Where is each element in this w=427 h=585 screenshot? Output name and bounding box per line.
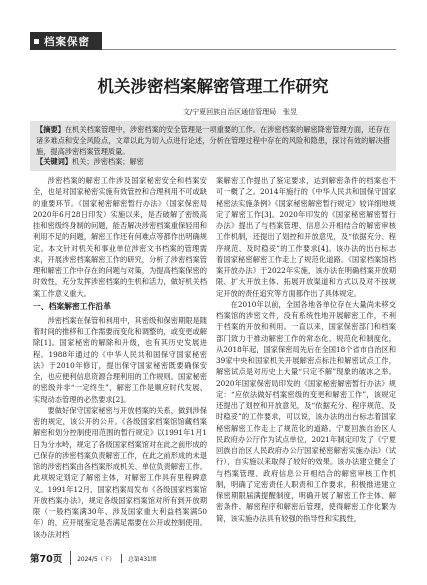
issue-total-number: 总第431期 — [128, 556, 157, 563]
body-paragraph-continued: 案解密工作提出了鉴定要求，达到解密条件的档案也不可一概了之。2014年施行的《中华人民共和国保守国家秘密法实施条例》《国家秘密解密暂行规定》较详细地规定了解密工作[3]。2020年印发的《国家秘密解密暂行办法》提出了与档案管理、信息公开相结合的解密审核工作机制，还提出了划控和开放意见，及“依据充分、程序规范、及时稳妥”的工作要求[4]。该办法的出台标志着国家秘密解密工作走上了规范化道路。《国家档案馆档案开放办法》于2022年实施，该办法在明确档案开放期限、扩大开放主体、拓展开放渠道和方式以及对不按规定开放的责任追究等方面都作出了具体规定。 — [216, 176, 396, 298]
right-column — [216, 175, 396, 545]
section-tag — [30, 32, 102, 50]
issue-date: 2024/5（下） — [71, 554, 122, 563]
article-title: 机关涉密档案解密管理工作研究 — [97, 77, 329, 96]
keywords-label: 【关键词】 — [36, 157, 72, 167]
page-footer — [30, 551, 163, 565]
intro-paragraph: 涉密档案的解密工作涉及国家秘密安全和档案安全，也是对国家秘密实施有效管控和合理利用不可或缺的重要环节。《国家秘密解密暂行办法》（国家保密局2020年6月28日印发）实施以来，是否破解了密级高挂和密级终身制的问题，能否解决涉密档案重保轻用和利用不足的问题，解密工作还有何难点等都作出明确规定。本文针对机关和事业单位涉密文书档案的管理需求，开展涉密档案解密工作的研究，分析了涉密档案管理和解密工作中存在的问题与对策，为提高档案保密的时效性，充分发挥涉密档案的生机和活力，做好机关档案工作意义重大。 — [33, 176, 207, 298]
square-bullet-icon — [34, 39, 39, 44]
abstract — [36, 125, 390, 157]
abstract-text: 在机关档案管理中，涉密档案的安全管理是一项重要的工作。在涉密档案的解密降密管理方面，还存在诸多难点和安全风险点，文章以此为切入点进行论述，分析在管理过程中存在的风险和隐患，探讨有效的解决措施，提高涉密档案管理质量。 — [36, 125, 390, 156]
abstract-label: 【摘要】 — [36, 125, 65, 134]
body-paragraph: 要做好保守国家秘密与开放档案的关系，做到涉保密的规定，该公开的公开。《各级国家档案馆馆藏档案解密和划分控制使用范围的暂行规定》以1991年1月1日为分水岭，规定了各级国家档案馆对在此之前形成的已保存的涉密档案负责解密工作，在此之前形成的未退馆的涉密档案由各档案形成机关、单位负责解密工作。此项规定划定了解密主体，对解密工作具有里程碑意义。1991年12月，国家档案局发布《各级国家档案馆开放档案办法》，规定各级国家档案馆对所有到开放期限（一般档案满30年、涉及国家重大利益档案满50年）的，应开展鉴定是否满足需要在公开或控制使用。该办法对档 — [33, 405, 207, 539]
header-divider — [102, 49, 396, 50]
section-heading: 一、档案解密工作沿革 — [33, 301, 111, 311]
keywords — [36, 157, 390, 168]
body-paragraph: 涉密档案在保管和利用中，其密级和保密期限是随着时间的推移和工作需要而变化和调整的，或变更或解除[1]。国家秘密的解除和升级，也有其历史发展进程。1988年通过的《中华人民共和国保守国家秘密法》于2010年修订，提出保守国家秘密既要确保安全，也应便利信息资源合理利用的工作规则。国家秘密的密级并非“一定终生”，解密工作是顺应时代发展、实现动态管理的必然要求[2]。 — [33, 315, 207, 404]
page-number: 第70页 — [30, 551, 71, 565]
body-paragraph: 在2010年以前，全国各地各单位存在大量尚未移交档案馆的涉密文件，没有系统性地开展解密工作，不利于档案的开放和利用。一直以来，国家保密部门和档案部门致力于推动解密工作的常态化、规范化和制度化，从2018年起，国家保密局先后在全国18个省市自治区和39家中央和国家机关开展解密点标注和解密试点工作，解密试点是对历史上大量“只定不解”现象的破冰之举。2020年国家保密局印发的《国家秘密解密暂行办法》规定：“应依法做好档案密级的变更和解密工作”，该规定还提出了划控和开放意见，及“依据充分、程序规范、及时稳妥”的工作要求，可以说，该办法的出台标志着国家秘密解密工作走上了规范化的道路。宁夏回族自治区人民政府办公厅作为试点单位，2021年制定印发了《宁夏回族自治区人民政府办公厅国家秘密解密实施办法》（试行），自实施以来取得了较好的效果。该办法建立健全了与档案管理、政府信息公开相结合的解密审核工作机制，明确了定密责任人职责和工作要求，积极推进建立保密期限届满提醒制度，明确开展了解密工作主体、解密条件、解密程序和解密后管理，使得解密工作化繁为简，该实施办法具有较强的指导性和实践性， — [216, 299, 396, 523]
abstract-box — [30, 121, 396, 171]
article-author: 文/宁夏回族自治区通信管理局 张昱 — [182, 108, 298, 116]
left-column — [33, 175, 207, 545]
keywords-text: 机关；涉密档案；解密 — [71, 157, 144, 167]
section-tag-label: 档案保密 — [44, 35, 90, 48]
